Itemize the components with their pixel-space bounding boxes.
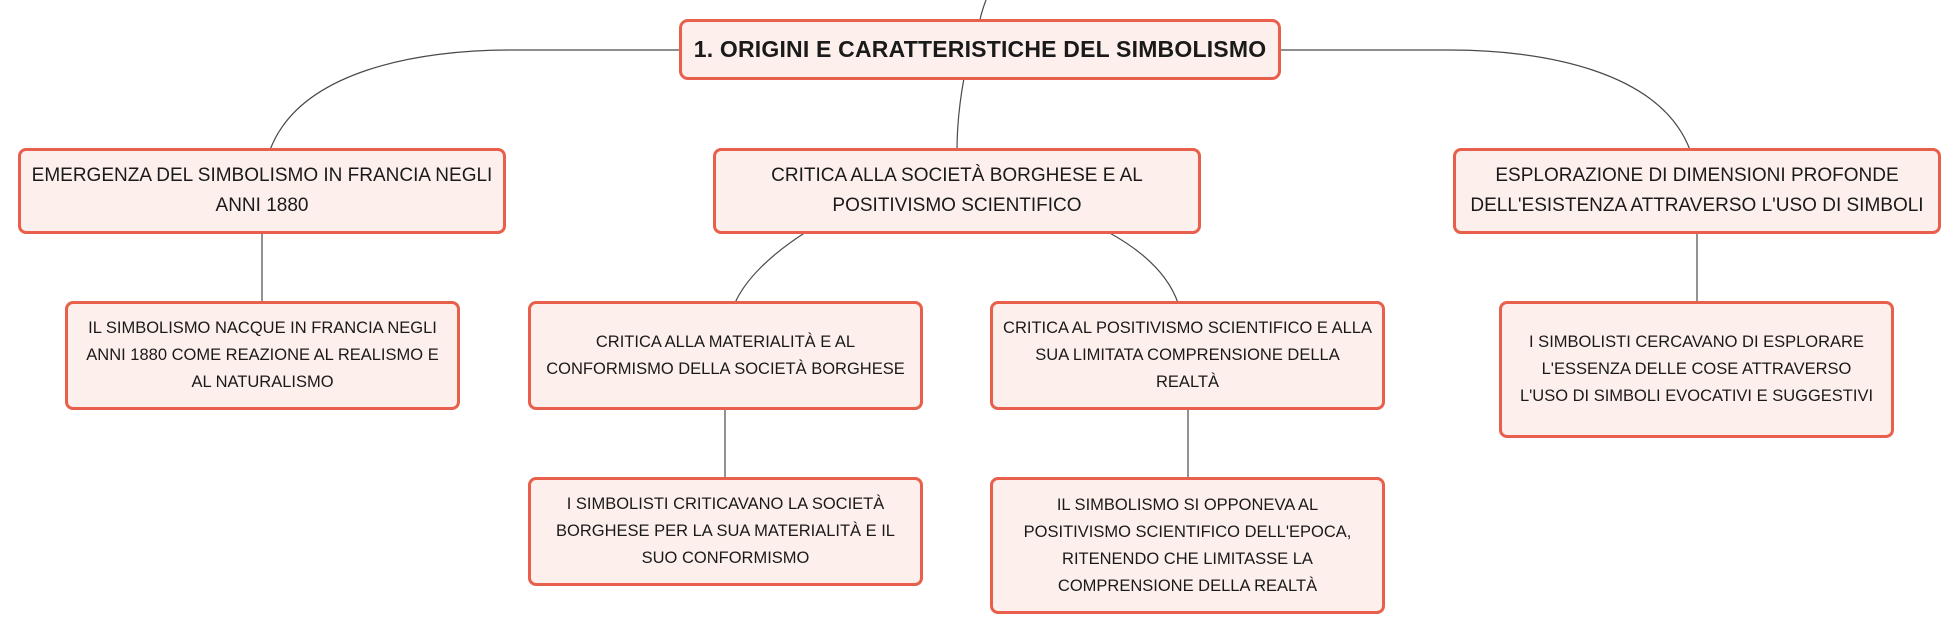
subtopic-positivismo[interactable]: [990, 301, 1385, 410]
root-topic[interactable]: [679, 19, 1281, 80]
branch-topic-label: ESPLORAZIONE DI DIMENSIONI PROFONDE DELL'ESISTENZA ATTRAVERSO L'USO DI SIMBOLI: [1470, 165, 1924, 216]
detail-topic-borghese[interactable]: [528, 477, 923, 586]
detail-topic-nascita[interactable]: [65, 301, 460, 410]
detail-topic-label: I SIMBOLISTI CRITICAVANO LA SOCIETÀ BORGHESE PER LA SUA MATERIALITÀ E IL SUO CONFORMISMO: [556, 495, 895, 567]
detail-topic-label: IL SIMBOLISMO NACQUE IN FRANCIA NEGLI ANNI 1880 COME REAZIONE AL REALISMO E AL NATURALISMO: [86, 319, 439, 391]
detail-topic-label: IL SIMBOLISMO SI OPPONEVA AL POSITIVISMO SCIENTIFICO DELL'EPOCA, RITENENDO CHE LIMITASSE LA COMPRENSIONE DELLA REALTÀ: [1023, 495, 1352, 595]
branch-topic-label: EMERGENZA DEL SIMBOLISMO IN FRANCIA NEGLI ANNI 1880: [31, 165, 493, 216]
detail-topic-esplorare[interactable]: [1499, 301, 1894, 438]
connector-branch-2-to-sub-2: [1108, 232, 1178, 303]
subtopic-label: CRITICA ALLA MATERIALITÀ E AL CONFORMISMO DELLA SOCIETÀ BORGHESE: [546, 332, 905, 378]
branch-topic-label: CRITICA ALLA SOCIETÀ BORGHESE E AL POSITIVISMO SCIENTIFICO: [771, 165, 1143, 216]
detail-topic-opponeva[interactable]: [990, 477, 1385, 614]
branch-topic-esplorazione[interactable]: [1453, 148, 1941, 234]
branch-topic-emergenza[interactable]: [18, 148, 506, 234]
subtopic-materialita[interactable]: [528, 301, 923, 410]
detail-topic-label: I SIMBOLISTI CERCAVANO DI ESPLORARE L'ESSENZA DELLE COSE ATTRAVERSO L'USO DI SIMBOLI EVOCATIVI E SUGGESTIVI: [1519, 333, 1874, 405]
branch-topic-critica[interactable]: [713, 148, 1201, 234]
connector-root-to-parent: [980, 0, 986, 20]
subtopic-label: CRITICA AL POSITIVISMO SCIENTIFICO E ALLA SUA LIMITATA COMPRENSIONE DELLA REALTÀ: [1003, 319, 1372, 391]
connector-branch-2-to-sub-1: [735, 232, 806, 303]
connector-root-to-branch-2: [957, 78, 964, 150]
root-topic-label: 1. ORIGINI E CARATTERISTICHE DEL SIMBOLISMO: [693, 36, 1267, 62]
connector-root-to-branch-3: [1279, 50, 1690, 150]
connector-root-to-branch-1: [270, 50, 681, 150]
